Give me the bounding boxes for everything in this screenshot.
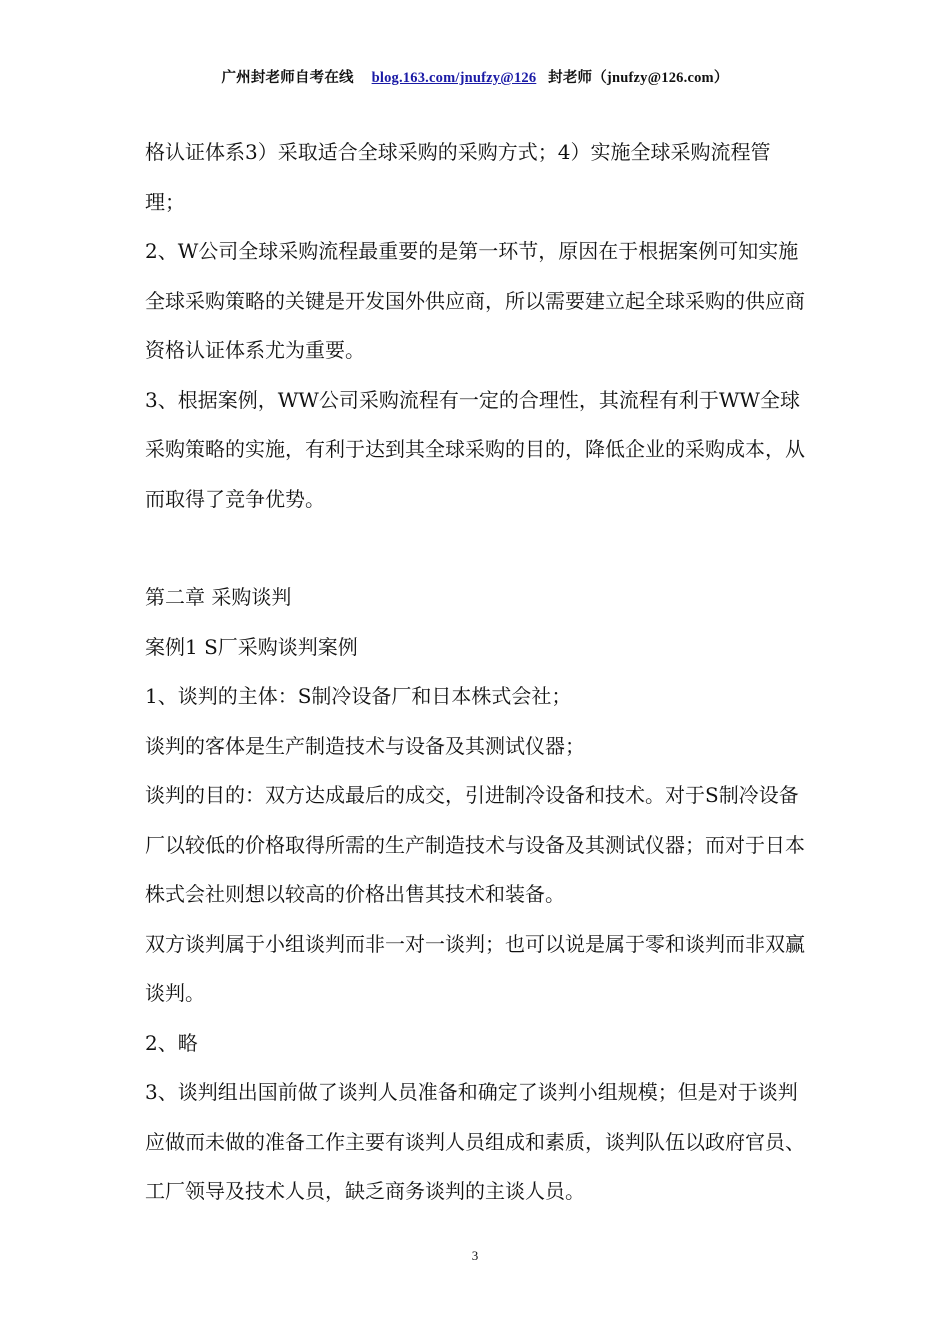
page-header: [0, 66, 950, 87]
paragraph: 1、谈判的主体：S制冷设备厂和日本株式会社；: [145, 684, 572, 708]
paragraph: 谈判的目的：双方达成最后的成交，引进制冷设备和技术。对于S制冷设备厂以较低的价格取得所需的生产制造技术与设备及其测试仪器；而对于日本株式会社则想以较高的价格出售其技术和装备。: [145, 783, 805, 906]
paragraph: 格认证体系3）采取适合全球采购的采购方式；4）实施全球采购流程管理；: [145, 140, 771, 214]
paragraph: 3、谈判组出国前做了谈判人员准备和确定了谈判小组规模；但是对于谈判应做而未做的准备工作主要有谈判人员组成和素质，谈判队伍以政府官员、工厂领导及技术人员，缺乏商务谈判的主谈人员。: [145, 1080, 805, 1203]
page-number: 3: [471, 1248, 479, 1263]
chapter-title: 第二章 采购谈判: [145, 585, 292, 609]
blog-link[interactable]: blog.163.com/jnufzy@126: [371, 70, 537, 86]
answer-block-wscm: [145, 128, 810, 524]
paragraph: 3、根据案例，WW公司采购流程有一定的合理性，其流程有利于WW全球采购策略的实施，有利于达到其全球采购的目的，降低企业的采购成本，从而取得了竞争优势。: [145, 387, 805, 511]
paragraph: 2、W公司全球采购流程最重要的是第一环节，原因在于根据案例可知实施全球采购策略的关键是开发国外供应商，所以需要建立起全球采购的供应商资格认证体系尤为重要。: [145, 239, 805, 362]
chapter-two-block: [145, 573, 810, 1217]
paragraph: 谈判的客体是生产制造技术与设备及其测试仪器；: [145, 733, 585, 758]
site-name: 广州封老师自考在线: [221, 70, 354, 86]
contact-info: 封老师（jnufzy@126.com）: [548, 70, 729, 86]
case-title: 案例1 S厂采购谈判案例: [145, 634, 358, 659]
paragraph: 2、略: [145, 1030, 198, 1055]
paragraph: 双方谈判属于小组谈判而非一对一谈判；也可以说是属于零和谈判而非双赢谈判。: [145, 931, 805, 1005]
